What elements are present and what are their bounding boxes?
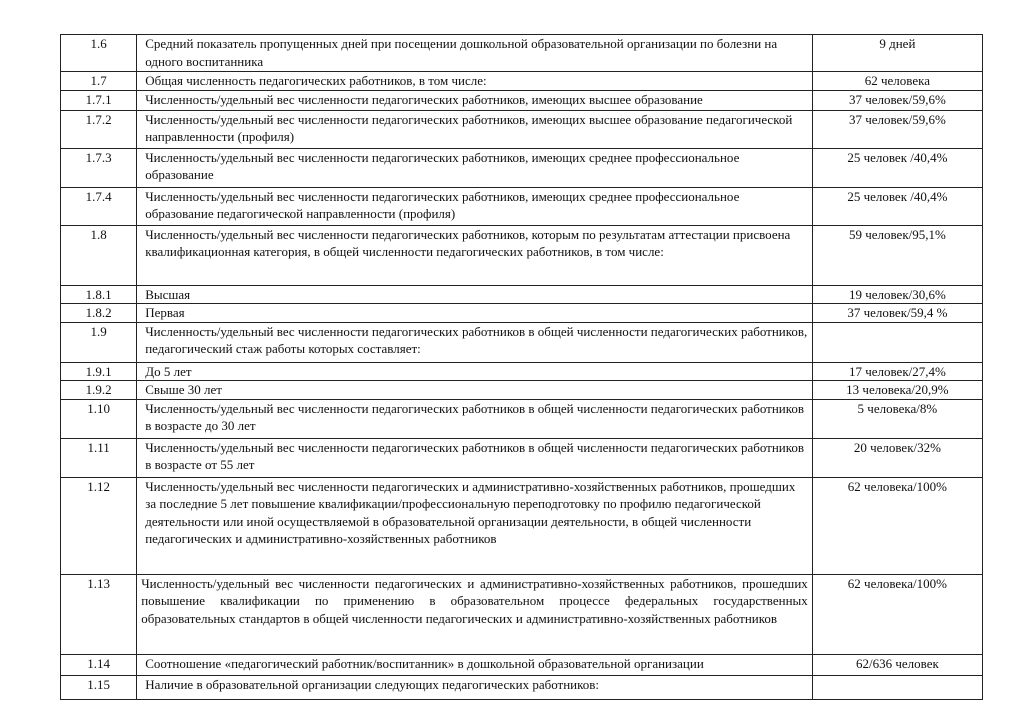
row-value [812, 675, 982, 699]
row-number: 1.10 [61, 399, 137, 438]
row-description: Высшая [137, 285, 813, 304]
row-value: 37 человек/59,4 % [812, 304, 982, 323]
row-number: 1.9.2 [61, 381, 137, 400]
row-number: 1.8.2 [61, 304, 137, 323]
row-value: 37 человек/59,6% [812, 110, 982, 148]
row-value: 59 человек/95,1% [812, 225, 982, 285]
row-description: Численность/удельный вес численности педагогических работников в общей численности педагогических работников, педагогический стаж работы которых составляет: [137, 322, 813, 362]
row-description: Численность/удельный вес численности педагогических работников в общей численности педагогических работников в возрасте до 30 лет [137, 399, 813, 438]
row-value: 17 человек/27,4% [812, 362, 982, 381]
table-row [61, 381, 983, 400]
row-description: Наличие в образовательной организации следующих педагогических работников: [137, 675, 813, 699]
row-number: 1.7.4 [61, 187, 137, 225]
row-value: 19 человек/30,6% [812, 285, 982, 304]
row-number: 1.7.2 [61, 110, 137, 148]
table-row [61, 438, 983, 477]
row-number: 1.7.1 [61, 90, 137, 110]
table-row [61, 675, 983, 699]
row-number: 1.15 [61, 675, 137, 699]
row-number: 1.7.3 [61, 148, 137, 187]
row-number: 1.9.1 [61, 362, 137, 381]
table-row [61, 362, 983, 381]
row-description: Численность/удельный вес численности педагогических и административно-хозяйственных работников, прошедших за последние 5 лет повышение квалификации/профессиональную переподготовку по профилю педагогической деятельности или иной осуществляемой в образовательной организации деятельности, в общей численности педагогических и административно-хозяйственных работников [137, 477, 813, 574]
row-value: 25 человек /40,4% [812, 187, 982, 225]
row-description: Численность/удельный вес численности педагогических работников, имеющих среднее профессиональное образование [137, 148, 813, 187]
table-row [61, 399, 983, 438]
row-description: Общая численность педагогических работников, в том числе: [137, 72, 813, 91]
row-description: Численность/удельный вес численности педагогических работников, имеющих высшее образование педагогической направленности (профиля) [137, 110, 813, 148]
row-value: 13 человека/20,9% [812, 381, 982, 400]
indicator-table-page [60, 34, 983, 700]
table-row [61, 35, 983, 72]
row-description: До 5 лет [137, 362, 813, 381]
row-number: 1.12 [61, 477, 137, 574]
row-description: Численность/удельный вес численности педагогических работников, имеющих среднее профессиональное образование педагогической направленности (профиля) [137, 187, 813, 225]
row-value: 20 человек/32% [812, 438, 982, 477]
row-description: Свыше 30 лет [137, 381, 813, 400]
row-value: 25 человек /40,4% [812, 148, 982, 187]
row-number: 1.11 [61, 438, 137, 477]
row-description: Численность/удельный вес численности педагогических и административно-хозяйственных работников, прошедших повышение квалификации по применению в образовательном процессе федеральных государственных образовательных стандартов в общей численности педагогических и административно-хозяйственных работников [137, 574, 813, 654]
row-value: 62 человека/100% [812, 574, 982, 654]
table-row [61, 90, 983, 110]
table-row [61, 304, 983, 323]
row-value: 62 человека/100% [812, 477, 982, 574]
row-value: 37 человек/59,6% [812, 90, 982, 110]
table-row [61, 285, 983, 304]
row-number: 1.13 [61, 574, 137, 654]
table-row [61, 148, 983, 187]
row-description: Средний показатель пропущенных дней при посещении дошкольной образовательной организации по болезни на одного воспитанника [137, 35, 813, 72]
row-number: 1.8 [61, 225, 137, 285]
row-number: 1.9 [61, 322, 137, 362]
table-row [61, 477, 983, 574]
table-row [61, 322, 983, 362]
row-description: Первая [137, 304, 813, 323]
row-number: 1.7 [61, 72, 137, 91]
table-row [61, 225, 983, 285]
row-value: 62/636 человек [812, 654, 982, 675]
row-description: Численность/удельный вес численности педагогических работников, имеющих высшее образование [137, 90, 813, 110]
row-value: 62 человека [812, 72, 982, 91]
row-description: Соотношение «педагогический работник/воспитанник» в дошкольной образовательной организации [137, 654, 813, 675]
row-value [812, 322, 982, 362]
table-row [61, 654, 983, 675]
table-row [61, 574, 983, 654]
row-number: 1.6 [61, 35, 137, 72]
table-row [61, 110, 983, 148]
row-number: 1.8.1 [61, 285, 137, 304]
row-description: Численность/удельный вес численности педагогических работников в общей численности педагогических работников в возрасте от 55 лет [137, 438, 813, 477]
indicators-table [60, 34, 983, 700]
row-value: 9 дней [812, 35, 982, 72]
table-row [61, 187, 983, 225]
row-description: Численность/удельный вес численности педагогических работников, которым по результатам аттестации присвоена квалификационная категория, в общей численности педагогических работников, в том числе: [137, 225, 813, 285]
row-number: 1.14 [61, 654, 137, 675]
table-row [61, 72, 983, 91]
row-value: 5 человека/8% [812, 399, 982, 438]
